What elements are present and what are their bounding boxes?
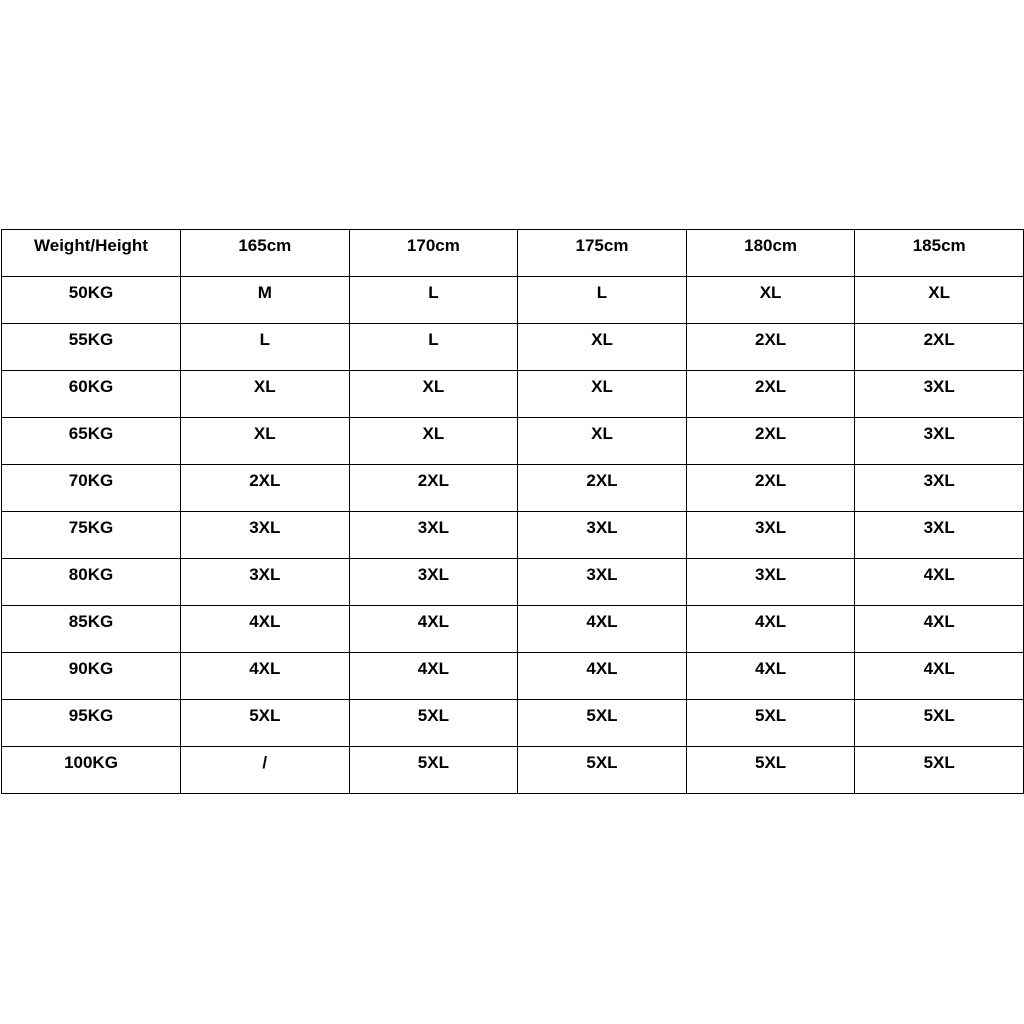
size-cell: [686, 418, 855, 465]
size-value: 4XL: [249, 612, 281, 631]
weight-cell: [2, 418, 181, 465]
size-value: 5XL: [586, 706, 618, 725]
size-cell: [855, 371, 1024, 418]
size-cell: [855, 324, 1024, 371]
size-cell: [181, 653, 350, 700]
size-cell: [349, 324, 518, 371]
size-cell: [181, 606, 350, 653]
size-value: XL: [422, 424, 445, 443]
size-cell: [686, 277, 855, 324]
size-cell: [349, 747, 518, 794]
size-cell: [181, 512, 350, 559]
size-value: 3XL: [923, 424, 955, 443]
corner-header-cell: [2, 230, 181, 277]
size-value: 5XL: [417, 753, 449, 772]
size-cell: [181, 418, 350, 465]
weight-cell: [2, 606, 181, 653]
size-value: XL: [422, 377, 445, 396]
size-value: 4XL: [586, 612, 618, 631]
table-row: [2, 747, 1024, 794]
size-value: 3XL: [754, 518, 787, 537]
size-value: 2XL: [923, 330, 955, 349]
size-value: 5XL: [417, 706, 449, 725]
size-value: 2XL: [249, 471, 281, 490]
size-cell: [349, 559, 518, 606]
size-chart-table: [1, 229, 1024, 794]
size-cell: [686, 371, 855, 418]
weight-label: 65KG: [68, 424, 114, 443]
size-value: 2XL: [417, 471, 449, 490]
size-cell: [855, 512, 1024, 559]
size-cell: [349, 512, 518, 559]
size-cell: [181, 465, 350, 512]
size-value: 3XL: [923, 377, 955, 396]
size-value: L: [428, 330, 439, 349]
size-cell: [686, 653, 855, 700]
size-cell: [181, 559, 350, 606]
size-cell: [181, 371, 350, 418]
table-row: [2, 700, 1024, 747]
weight-cell: [2, 371, 181, 418]
size-cell: [518, 371, 687, 418]
height-header-cell: [686, 230, 855, 277]
size-value: 4XL: [923, 659, 955, 678]
size-value: XL: [253, 424, 276, 443]
size-cell: [518, 747, 687, 794]
size-value: 3XL: [923, 518, 955, 537]
size-cell: [686, 700, 855, 747]
weight-label: 60KG: [68, 377, 114, 396]
size-cell: [181, 324, 350, 371]
weight-label: 80KG: [68, 565, 114, 584]
table-row: [2, 559, 1024, 606]
size-cell: [518, 324, 687, 371]
size-cell: [518, 418, 687, 465]
table-row: [2, 324, 1024, 371]
size-value: 3XL: [586, 565, 618, 584]
height-header-label: 180cm: [744, 236, 798, 255]
height-header-label: 165cm: [238, 236, 292, 255]
table-row: [2, 606, 1024, 653]
table-row: [2, 512, 1024, 559]
size-cell: [686, 512, 855, 559]
size-value: 5XL: [923, 753, 955, 772]
height-header-cell: [518, 230, 687, 277]
size-cell: [855, 606, 1024, 653]
height-header-label: 175cm: [575, 236, 629, 255]
weight-cell: [2, 324, 181, 371]
height-header-label: 170cm: [406, 236, 460, 255]
size-value: 3XL: [249, 565, 281, 584]
size-value: XL: [591, 330, 613, 349]
size-value: 2XL: [754, 330, 787, 349]
weight-cell: [2, 747, 181, 794]
table-row: [2, 418, 1024, 465]
size-value: 4XL: [754, 612, 787, 631]
height-header-cell: [855, 230, 1024, 277]
size-cell: [855, 559, 1024, 606]
size-value: 5XL: [249, 706, 281, 725]
weight-label: 90KG: [68, 659, 114, 678]
size-cell: [686, 606, 855, 653]
size-value: 5XL: [586, 753, 618, 772]
size-value: L: [596, 283, 608, 302]
size-value: 3XL: [249, 518, 281, 537]
size-cell: [686, 465, 855, 512]
size-cell: [349, 418, 518, 465]
size-cell: [518, 606, 687, 653]
height-header-cell: [181, 230, 350, 277]
weight-label: 75KG: [68, 518, 114, 537]
size-cell: [686, 747, 855, 794]
weight-label: 55KG: [68, 330, 114, 349]
height-header-cell: [349, 230, 518, 277]
weight-cell: [2, 653, 181, 700]
size-value: 4XL: [249, 659, 281, 678]
size-value: L: [428, 283, 439, 302]
weight-label: 100KG: [64, 753, 118, 772]
size-cell: [686, 324, 855, 371]
size-cell: [518, 559, 687, 606]
size-value: XL: [928, 283, 951, 302]
size-value: 3XL: [754, 565, 787, 584]
weight-cell: [2, 700, 181, 747]
weight-label: 85KG: [68, 612, 114, 631]
size-cell: [855, 653, 1024, 700]
size-cell: [349, 700, 518, 747]
size-value: 5XL: [923, 706, 955, 725]
size-value: 2XL: [586, 471, 618, 490]
weight-cell: [2, 559, 181, 606]
size-cell: [181, 747, 350, 794]
size-cell: [518, 277, 687, 324]
size-value: 3XL: [923, 471, 955, 490]
size-cell: [349, 371, 518, 418]
table-row: [2, 465, 1024, 512]
size-cell: [181, 277, 350, 324]
size-value: 2XL: [754, 377, 787, 396]
weight-label: 95KG: [68, 706, 114, 725]
size-cell: [855, 747, 1024, 794]
size-cell: [349, 465, 518, 512]
size-chart-body: [2, 277, 1024, 794]
size-value: XL: [253, 377, 276, 396]
header-row: [2, 230, 1024, 277]
size-value: 4XL: [417, 612, 449, 631]
weight-label: 50KG: [68, 283, 114, 302]
size-value: 2XL: [754, 471, 787, 490]
size-cell: [518, 700, 687, 747]
size-cell: [855, 465, 1024, 512]
size-cell: [349, 606, 518, 653]
size-value: 4XL: [923, 565, 955, 584]
size-value: 4XL: [923, 612, 955, 631]
size-value: 3XL: [417, 565, 449, 584]
height-header-label: 185cm: [912, 236, 966, 255]
size-value: 5XL: [754, 753, 787, 772]
size-value: 2XL: [754, 424, 787, 443]
size-value: 4XL: [417, 659, 449, 678]
size-cell: [855, 700, 1024, 747]
size-cell: [855, 418, 1024, 465]
table-row: [2, 371, 1024, 418]
size-cell: [686, 559, 855, 606]
size-cell: [518, 465, 687, 512]
size-value: 3XL: [417, 518, 449, 537]
weight-label: 70KG: [68, 471, 114, 490]
size-value: 4XL: [586, 659, 618, 678]
size-value: XL: [759, 283, 782, 302]
size-cell: [518, 512, 687, 559]
size-value: /: [262, 753, 268, 772]
size-value: 4XL: [754, 659, 787, 678]
size-value: XL: [591, 424, 613, 443]
size-value: M: [257, 283, 272, 302]
size-cell: [349, 653, 518, 700]
size-cell: [349, 277, 518, 324]
size-cell: [518, 653, 687, 700]
weight-cell: [2, 277, 181, 324]
size-value: 5XL: [754, 706, 787, 725]
size-value: XL: [591, 377, 613, 396]
size-cell: [855, 277, 1024, 324]
size-value: L: [259, 330, 270, 349]
weight-cell: [2, 465, 181, 512]
corner-header-label: Weight/Height: [34, 236, 148, 255]
table-row: [2, 653, 1024, 700]
weight-cell: [2, 512, 181, 559]
size-cell: [181, 700, 350, 747]
size-value: 3XL: [586, 518, 618, 537]
table-row: [2, 277, 1024, 324]
